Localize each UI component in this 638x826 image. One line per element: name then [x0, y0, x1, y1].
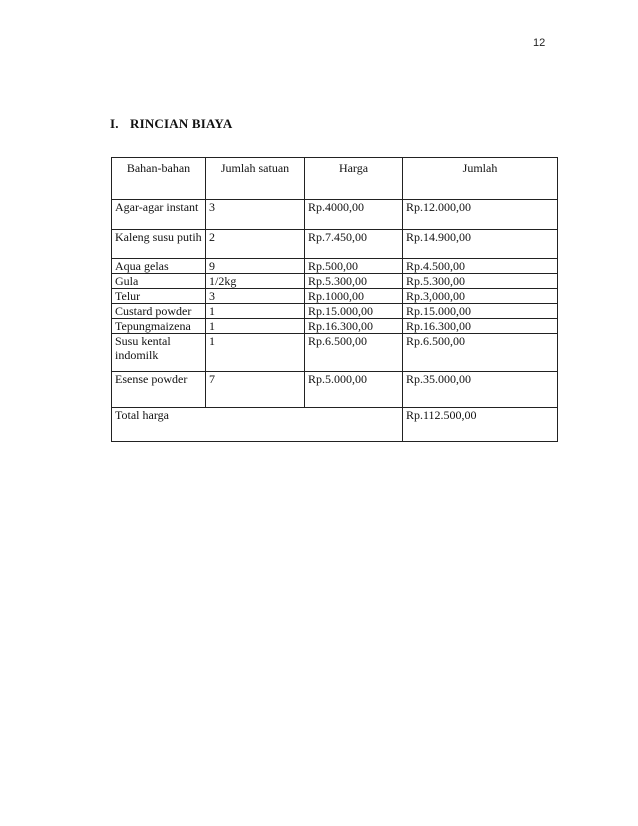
row-item: Custard powder	[112, 304, 206, 319]
row-qty: 1	[206, 319, 305, 334]
row-qty: 1/2kg	[206, 274, 305, 289]
section-heading	[110, 116, 232, 132]
header-harga: Harga	[305, 158, 403, 200]
row-total: Rp.12.000,00	[403, 200, 558, 230]
row-price: Rp.6.500,00	[305, 334, 403, 372]
table-row	[112, 230, 558, 259]
row-item: Kaleng susu putih	[112, 230, 206, 259]
table-header-row	[112, 158, 558, 200]
table-row	[112, 372, 558, 408]
table-row	[112, 289, 558, 304]
row-price: Rp.1000,00	[305, 289, 403, 304]
row-qty: 3	[206, 289, 305, 304]
row-price: Rp.5.300,00	[305, 274, 403, 289]
row-item: Telur	[112, 289, 206, 304]
row-total: Rp.14.900,00	[403, 230, 558, 259]
table-row	[112, 200, 558, 230]
total-label: Total harga	[112, 408, 403, 442]
row-qty: 2	[206, 230, 305, 259]
cost-table	[111, 157, 558, 442]
row-qty: 1	[206, 334, 305, 372]
row-price: Rp.5.000,00	[305, 372, 403, 408]
row-price: Rp.4000,00	[305, 200, 403, 230]
table-row	[112, 304, 558, 319]
row-item: Gula	[112, 274, 206, 289]
section-title: RINCIAN BIAYA	[130, 116, 233, 131]
table-total-row	[112, 408, 558, 442]
header-jumlah: Jumlah	[403, 158, 558, 200]
row-total: Rp.16.300,00	[403, 319, 558, 334]
row-qty: 1	[206, 304, 305, 319]
row-total: Rp.15.000,00	[403, 304, 558, 319]
row-qty: 9	[206, 259, 305, 274]
row-qty: 3	[206, 200, 305, 230]
row-price: Rp.15.000,00	[305, 304, 403, 319]
row-item: Susu kental indomilk	[112, 334, 206, 372]
table-row	[112, 274, 558, 289]
row-total: Rp.3,000,00	[403, 289, 558, 304]
header-bahan: Bahan-bahan	[112, 158, 206, 200]
row-price: Rp.16.300,00	[305, 319, 403, 334]
row-price: Rp.500,00	[305, 259, 403, 274]
table-row	[112, 334, 558, 372]
total-value: Rp.112.500,00	[403, 408, 558, 442]
row-qty: 7	[206, 372, 305, 408]
section-number: I.	[110, 116, 119, 131]
table-row	[112, 319, 558, 334]
row-total: Rp.5.300,00	[403, 274, 558, 289]
page-number: 12	[533, 37, 546, 49]
header-jumlah-satuan: Jumlah satuan	[206, 158, 305, 200]
row-item: Agar-agar instant	[112, 200, 206, 230]
row-item: Tepungmaizena	[112, 319, 206, 334]
row-price: Rp.7.450,00	[305, 230, 403, 259]
row-total: Rp.35.000,00	[403, 372, 558, 408]
row-total: Rp.4.500,00	[403, 259, 558, 274]
table-row	[112, 259, 558, 274]
row-item: Esense powder	[112, 372, 206, 408]
row-total: Rp.6.500,00	[403, 334, 558, 372]
row-item: Aqua gelas	[112, 259, 206, 274]
